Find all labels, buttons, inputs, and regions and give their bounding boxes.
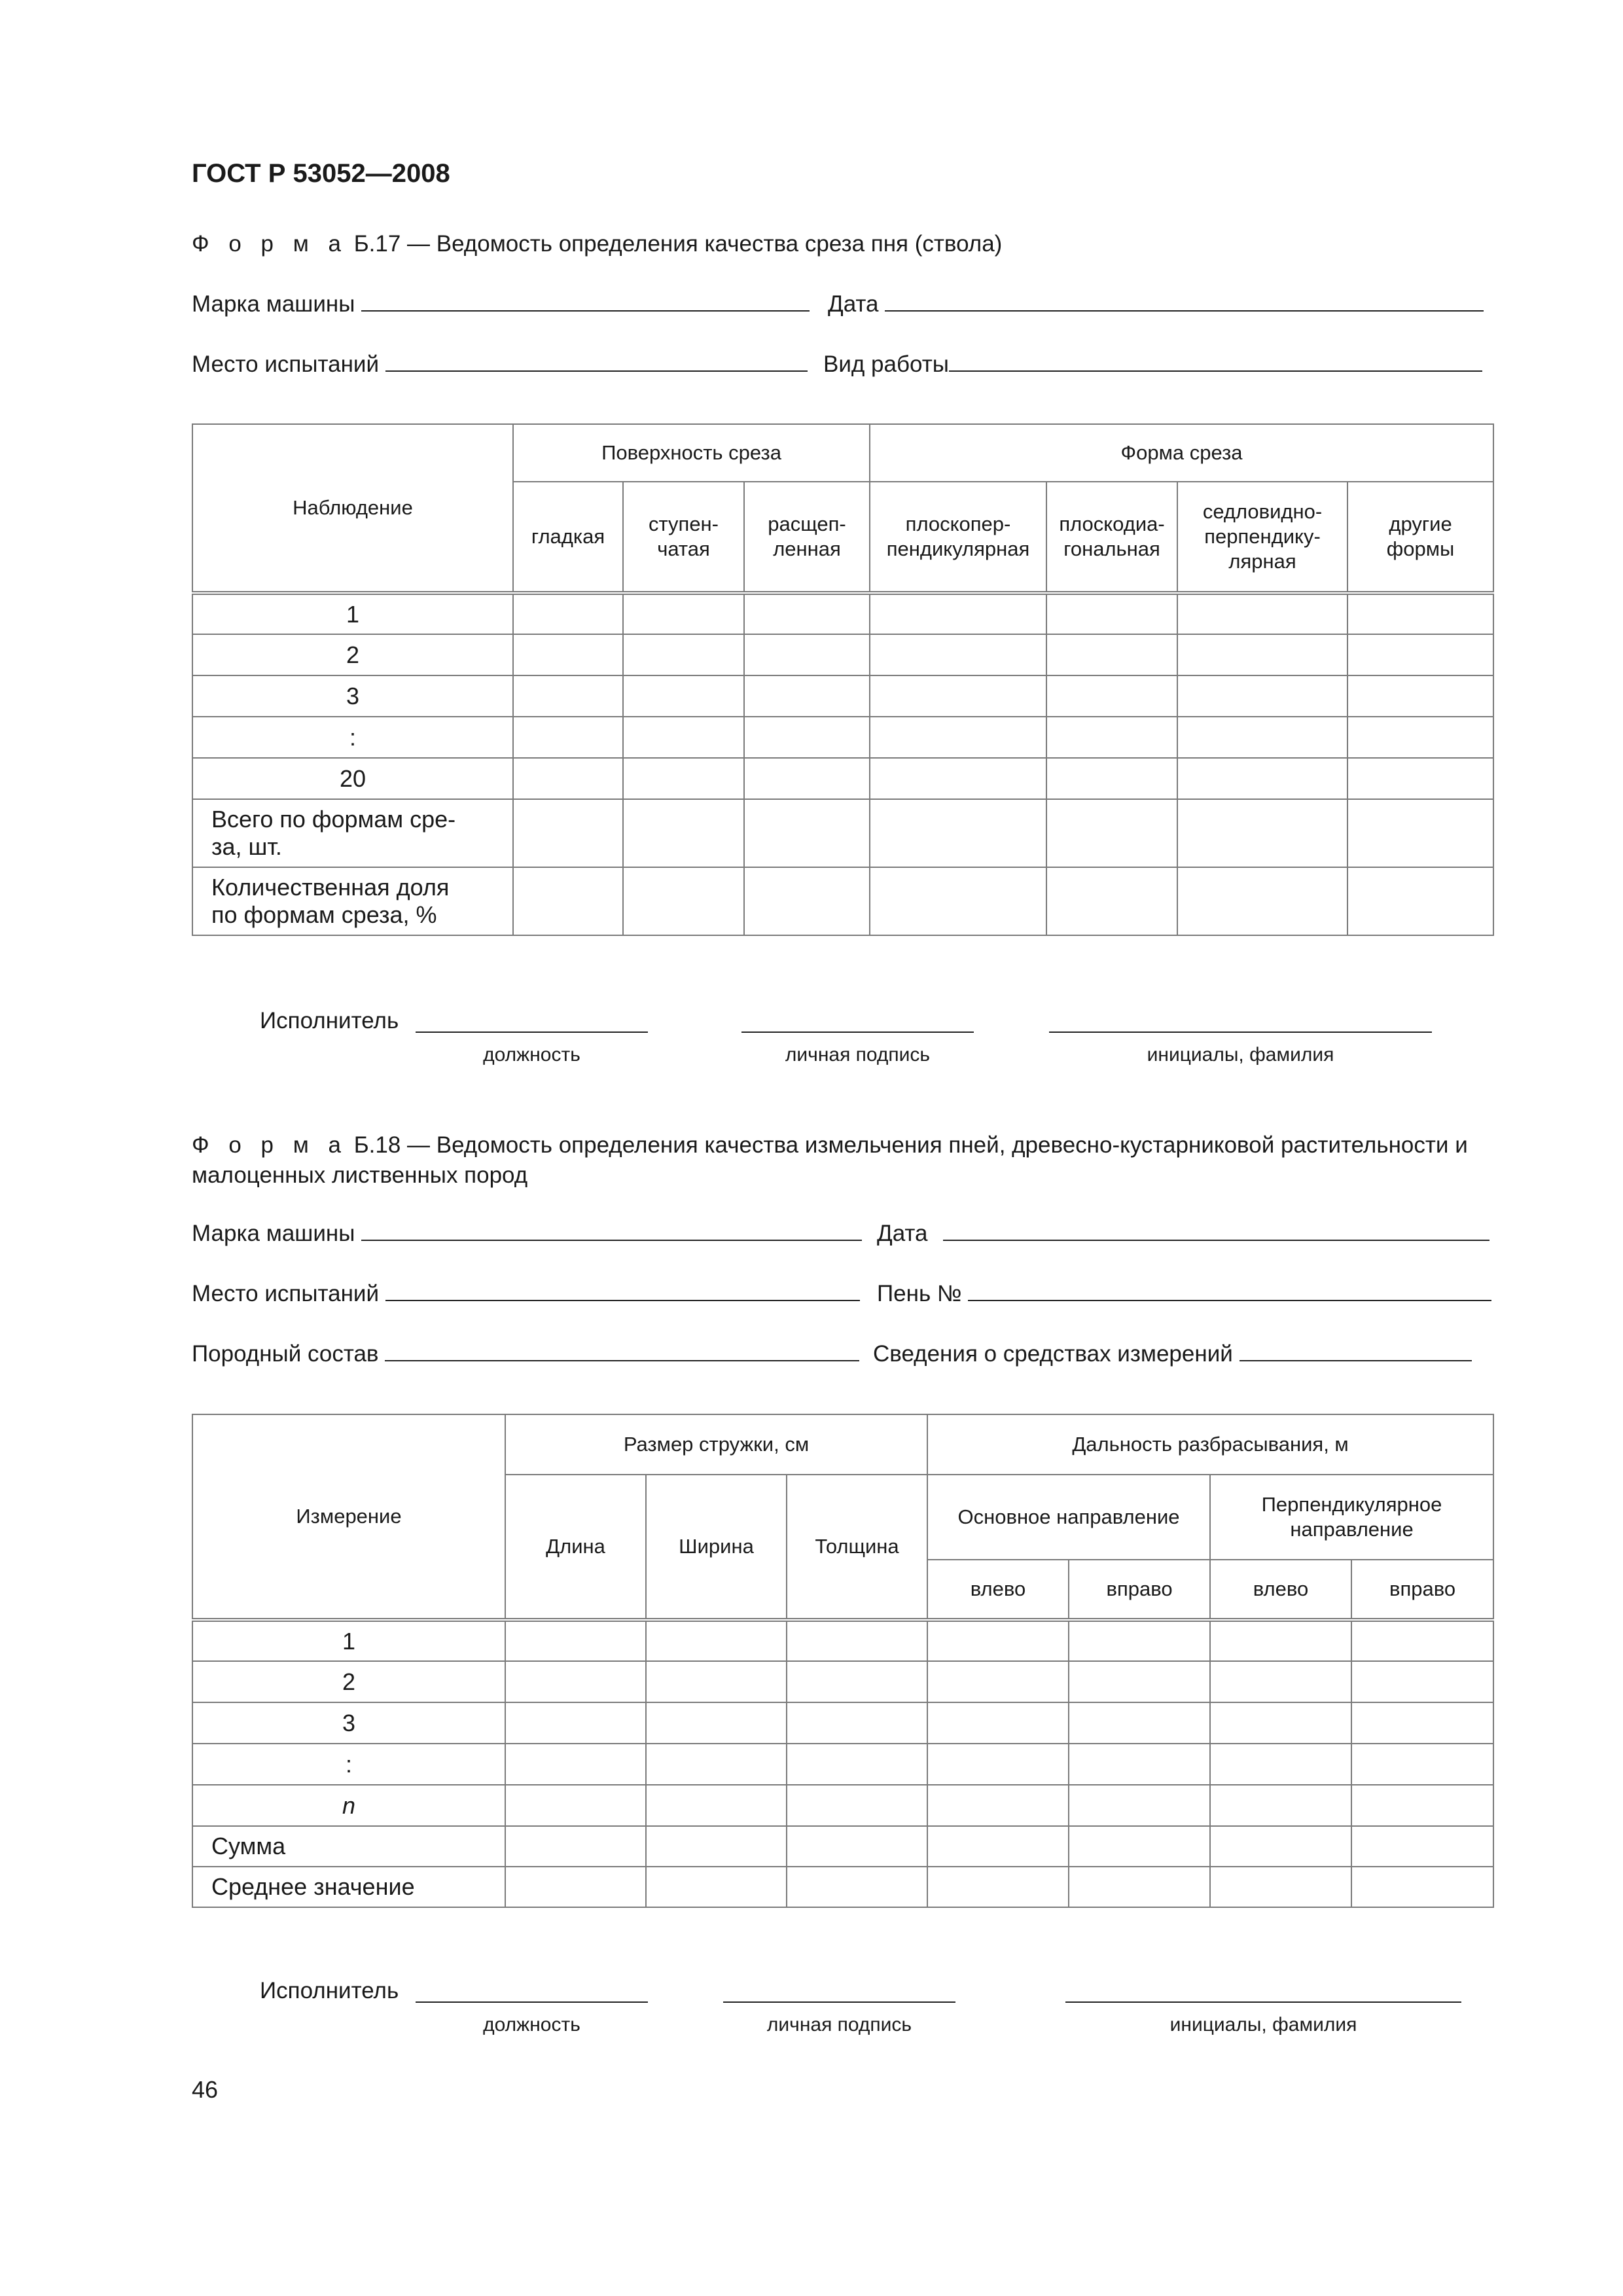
form17-date-field (828, 291, 1484, 317)
form17-executor-label: Исполнитель (260, 1008, 399, 1033)
table-cell[interactable] (1069, 1744, 1210, 1785)
form18-means-input-line[interactable] (1240, 1342, 1472, 1361)
form18-signature-line[interactable] (723, 2001, 955, 2003)
form17-date-input-line[interactable] (885, 292, 1484, 312)
table-cell[interactable] (744, 799, 870, 867)
table-row (192, 593, 1493, 634)
table-cell[interactable] (927, 1620, 1069, 1661)
table-cell[interactable] (1210, 1785, 1351, 1826)
table-cell[interactable] (1351, 1785, 1493, 1826)
form18-executor-label: Исполнитель (260, 1978, 399, 2003)
table-cell[interactable] (1046, 717, 1177, 758)
form17-title (192, 229, 1002, 259)
table-cell[interactable] (1069, 1702, 1210, 1744)
table-cell[interactable] (1046, 675, 1177, 717)
table-cell[interactable] (1210, 1826, 1351, 1867)
form17-row-number: : (192, 717, 513, 758)
form18-main-right: вправо (1069, 1560, 1210, 1620)
form18-sub-thickness: Толщина (787, 1475, 927, 1620)
form18-row-number: 1 (192, 1620, 505, 1661)
table-cell[interactable] (646, 1702, 787, 1744)
form18-sub-main-direction: Основное направление (927, 1475, 1210, 1560)
table-row (192, 758, 1493, 799)
table-cell[interactable] (1210, 1620, 1351, 1661)
table-cell[interactable] (787, 1785, 927, 1826)
table-row (192, 1702, 1493, 1744)
form18-date-label: Дата (877, 1221, 928, 1246)
form18-perp-left: влево (1210, 1560, 1351, 1620)
table-cell[interactable] (787, 1620, 927, 1661)
form18-row-number: : (192, 1744, 505, 1785)
form17-subcol: плоскопер- пендикулярная (870, 482, 1046, 593)
table-cell[interactable] (927, 1785, 1069, 1826)
table-cell[interactable] (1069, 1785, 1210, 1826)
table-cell[interactable] (870, 758, 1046, 799)
form18-name-caption: инициалы, фамилия (1169, 2014, 1357, 2036)
form18-sub-width: Ширина (646, 1475, 787, 1620)
table-cell[interactable] (927, 1867, 1069, 1907)
table-cell[interactable] (1351, 1867, 1493, 1907)
table-cell[interactable] (646, 1620, 787, 1661)
table-cell[interactable] (1347, 799, 1493, 867)
form18-stump-field (877, 1281, 1491, 1307)
table-cell[interactable] (1046, 867, 1177, 935)
form18-place-input-line[interactable] (385, 1282, 860, 1301)
form17-subcol: ступен- чатая (623, 482, 744, 593)
table-cell[interactable] (1347, 675, 1493, 717)
form17-subcol: седловидно- перпендику- лярная (1177, 482, 1347, 593)
form17-total-label: Всего по формам сре- за, шт. (192, 799, 513, 867)
form17-work-input-line[interactable] (949, 352, 1482, 372)
table-cell[interactable] (787, 1661, 927, 1702)
table-cell[interactable] (623, 867, 744, 935)
form17-brand-input-line[interactable] (361, 292, 810, 312)
table-cell[interactable] (744, 758, 870, 799)
table-cell[interactable] (505, 1826, 646, 1867)
form17-share-row (192, 867, 1493, 935)
table-row (192, 1785, 1493, 1826)
table-cell[interactable] (1210, 1744, 1351, 1785)
form18-title-text: Б.18 — Ведомость определения качества измельчения пней, древесно-кустарниковой растительности и малоценных лиственных пород (192, 1132, 1468, 1188)
table-cell[interactable] (1347, 717, 1493, 758)
table-cell[interactable] (1351, 1661, 1493, 1702)
form17-position-line[interactable] (416, 1031, 648, 1033)
table-cell[interactable] (870, 717, 1046, 758)
form17-subcol: гладкая (513, 482, 623, 593)
table-cell[interactable] (927, 1661, 1069, 1702)
form18-sub-perp-direction: Перпендикулярное направление (1210, 1475, 1493, 1560)
form18-main-left: влево (927, 1560, 1069, 1620)
form18-mean-row (192, 1867, 1493, 1907)
table-row (192, 1620, 1493, 1661)
table-cell[interactable] (646, 1826, 787, 1867)
table-cell[interactable] (646, 1785, 787, 1826)
form17-date-label: Дата (828, 291, 879, 317)
table-cell[interactable] (1177, 717, 1347, 758)
form18-group-size: Размер стружки, см (505, 1414, 927, 1475)
table-cell[interactable] (623, 758, 744, 799)
form17-form-word: Ф о р м а (192, 231, 348, 257)
table-cell[interactable] (744, 717, 870, 758)
table-cell[interactable] (1177, 867, 1347, 935)
form17-signature-caption: личная подпись (785, 1044, 931, 1066)
table-cell[interactable] (623, 717, 744, 758)
table-row (192, 1661, 1493, 1702)
table-cell[interactable] (513, 867, 623, 935)
form18-title (192, 1130, 1494, 1191)
standard-header: ГОСТ Р 53052—2008 (192, 159, 450, 188)
table-cell[interactable] (787, 1744, 927, 1785)
form18-means-field (873, 1341, 1472, 1367)
table-cell[interactable] (513, 758, 623, 799)
table-cell[interactable] (870, 634, 1046, 675)
form18-place-label: Место испытаний (192, 1281, 380, 1306)
table-cell[interactable] (1351, 1826, 1493, 1867)
table-cell[interactable] (646, 1661, 787, 1702)
table-cell[interactable] (505, 1744, 646, 1785)
form17-group-surface: Поверхность среза (513, 424, 870, 482)
table-cell[interactable] (870, 593, 1046, 634)
form18-means-label: Сведения о средствах измерений (873, 1341, 1233, 1367)
form18-row-number: 3 (192, 1702, 505, 1744)
table-cell[interactable] (623, 799, 744, 867)
table-cell[interactable] (513, 634, 623, 675)
table-cell[interactable] (623, 634, 744, 675)
form17-col-observation: Наблюдение (192, 424, 513, 593)
table-cell[interactable] (1177, 675, 1347, 717)
table-cell[interactable] (513, 593, 623, 634)
form18-sub-length: Длина (505, 1475, 646, 1620)
table-cell[interactable] (744, 593, 870, 634)
table-cell[interactable] (505, 1702, 646, 1744)
form18-sum-row (192, 1826, 1493, 1867)
form18-stump-input-line[interactable] (968, 1282, 1491, 1301)
form18-name-line[interactable] (1065, 2001, 1461, 2003)
form18-perp-right: вправо (1351, 1560, 1493, 1620)
table-cell[interactable] (1046, 758, 1177, 799)
form17-subcol: другие формы (1347, 482, 1493, 593)
table-cell[interactable] (1351, 1702, 1493, 1744)
form18-date-input-line[interactable] (943, 1221, 1489, 1241)
table-cell[interactable] (787, 1826, 927, 1867)
form18-stump-label: Пень № (877, 1281, 962, 1306)
form17-title-text: Б.17 — Ведомость определения качества среза пня (ствола) (347, 231, 1003, 257)
page-number: 46 (192, 2076, 219, 2103)
form17-work-field (823, 351, 1482, 378)
form18-sum-label: Сумма (192, 1826, 505, 1867)
table-cell[interactable] (646, 1867, 787, 1907)
table-cell[interactable] (927, 1826, 1069, 1867)
form18-species-field (192, 1341, 859, 1367)
table-cell[interactable] (505, 1867, 646, 1907)
table-cell[interactable] (1069, 1661, 1210, 1702)
table-cell[interactable] (1046, 799, 1177, 867)
table-cell[interactable] (505, 1661, 646, 1702)
form17-place-input-line[interactable] (385, 352, 808, 372)
form17-subcol: плоскодиа- гональная (1046, 482, 1177, 593)
table-cell[interactable] (1351, 1744, 1493, 1785)
table-row (192, 634, 1493, 675)
table-cell[interactable] (513, 799, 623, 867)
table-cell[interactable] (1069, 1867, 1210, 1907)
form18-group-range: Дальность разбрасывания, м (927, 1414, 1493, 1475)
form18-mean-label: Среднее значение (192, 1867, 505, 1907)
table-cell[interactable] (505, 1620, 646, 1661)
table-cell[interactable] (1210, 1661, 1351, 1702)
form18-species-label: Породный состав (192, 1341, 379, 1367)
table-cell[interactable] (744, 867, 870, 935)
form17-signature-line[interactable] (741, 1031, 974, 1033)
form18-brand-field (192, 1221, 862, 1247)
table-cell[interactable] (623, 593, 744, 634)
form18-row-number: 2 (192, 1661, 505, 1702)
table-cell[interactable] (870, 799, 1046, 867)
table-cell[interactable] (1177, 634, 1347, 675)
form17-brand-label: Марка машины (192, 291, 355, 317)
form17-row-number: 20 (192, 758, 513, 799)
form18-brand-input-line[interactable] (361, 1221, 862, 1241)
form18-brand-label: Марка машины (192, 1221, 355, 1246)
form17-place-field (192, 351, 808, 378)
form18-position-line[interactable] (416, 2001, 648, 2003)
form17-row-number: 2 (192, 634, 513, 675)
form17-subcol: расщеп- ленная (744, 482, 870, 593)
form17-share-label: Количественная доля по формам среза, % (192, 867, 513, 935)
table-cell[interactable] (870, 675, 1046, 717)
table-cell[interactable] (623, 675, 744, 717)
form17-total-row (192, 799, 1493, 867)
table-cell[interactable] (646, 1744, 787, 1785)
form18-table (192, 1414, 1494, 1908)
form17-position-caption: должность (483, 1044, 580, 1066)
table-row (192, 1744, 1493, 1785)
table-cell[interactable] (1347, 593, 1493, 634)
table-cell[interactable] (1177, 799, 1347, 867)
form17-name-caption: инициалы, фамилия (1147, 1044, 1334, 1066)
table-row (192, 675, 1493, 717)
table-cell[interactable] (513, 675, 623, 717)
form18-species-input-line[interactable] (385, 1342, 859, 1361)
table-cell[interactable] (1210, 1867, 1351, 1907)
form18-date-field (877, 1221, 1489, 1247)
table-cell[interactable] (1177, 758, 1347, 799)
form17-place-label: Место испытаний (192, 351, 380, 377)
table-cell[interactable] (870, 867, 1046, 935)
form17-group-shape: Форма среза (870, 424, 1493, 482)
table-cell[interactable] (513, 717, 623, 758)
table-cell[interactable] (787, 1867, 927, 1907)
table-cell[interactable] (927, 1744, 1069, 1785)
table-cell[interactable] (927, 1702, 1069, 1744)
table-cell[interactable] (744, 675, 870, 717)
table-cell[interactable] (1347, 758, 1493, 799)
form18-place-field (192, 1281, 860, 1307)
form17-name-line[interactable] (1049, 1031, 1432, 1033)
table-cell[interactable] (505, 1785, 646, 1826)
form18-form-word: Ф о р м а (192, 1132, 348, 1158)
form18-position-caption: должность (483, 2014, 580, 2036)
table-cell[interactable] (1347, 867, 1493, 935)
form18-row-number: n (192, 1785, 505, 1826)
table-row (192, 717, 1493, 758)
form17-brand-field (192, 291, 810, 317)
form17-work-label: Вид работы (823, 351, 949, 377)
table-cell[interactable] (1046, 634, 1177, 675)
form18-col-measurement: Измерение (192, 1414, 505, 1620)
table-cell[interactable] (1210, 1702, 1351, 1744)
form18-signature-caption: личная подпись (766, 2014, 912, 2036)
table-cell[interactable] (1347, 634, 1493, 675)
table-cell[interactable] (1069, 1620, 1210, 1661)
table-cell[interactable] (1069, 1826, 1210, 1867)
table-cell[interactable] (1351, 1620, 1493, 1661)
table-cell[interactable] (744, 634, 870, 675)
form17-table (192, 423, 1494, 936)
form17-row-number: 3 (192, 675, 513, 717)
table-cell[interactable] (787, 1702, 927, 1744)
form17-row-number: 1 (192, 593, 513, 634)
table-cell[interactable] (1046, 593, 1177, 634)
table-cell[interactable] (1177, 593, 1347, 634)
